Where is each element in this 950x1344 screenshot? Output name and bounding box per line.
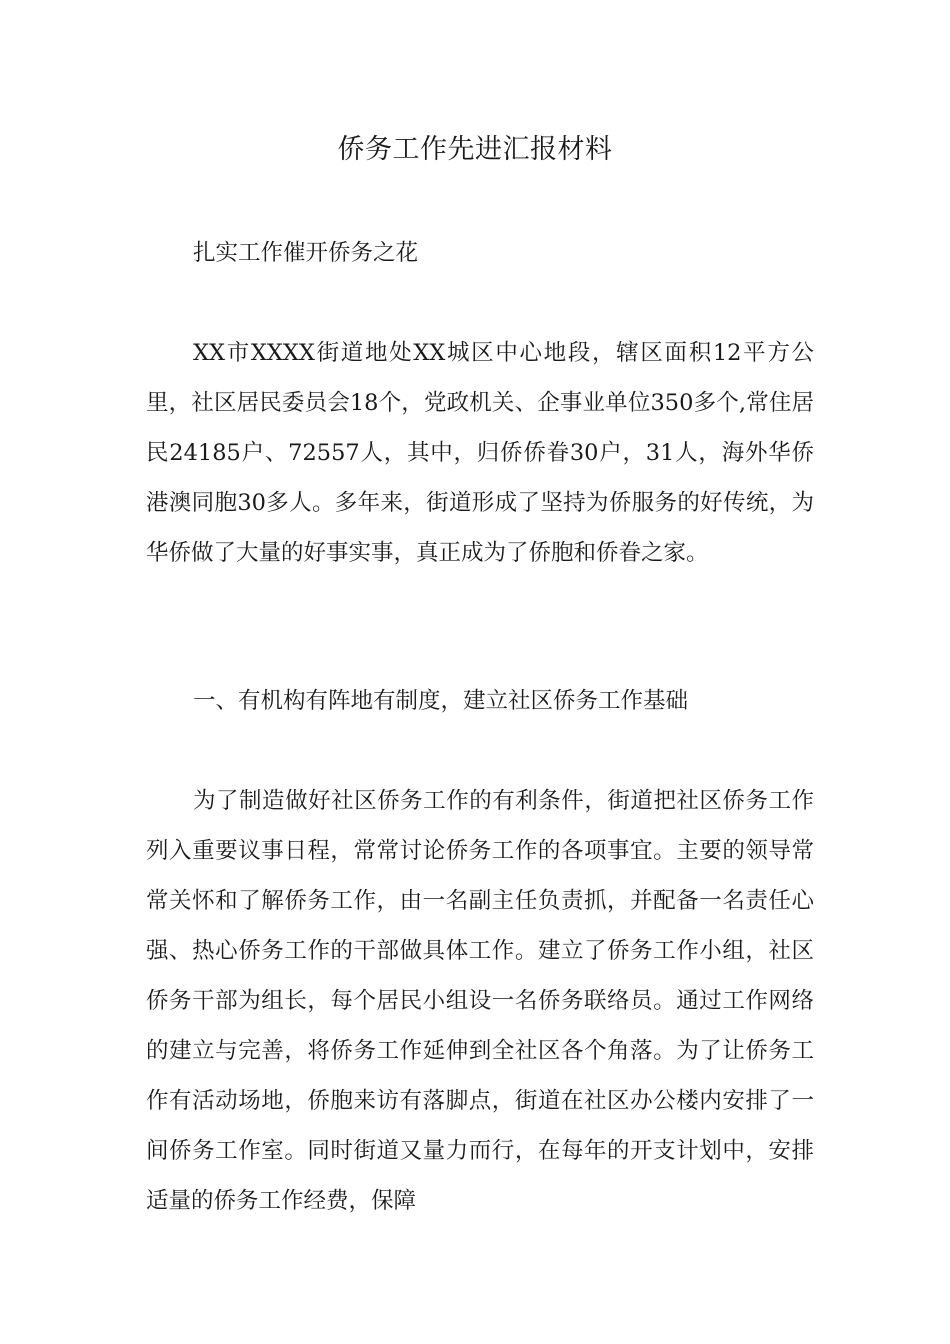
document-subtitle: 扎实工作催开侨务之花: [193, 240, 419, 266]
paragraph: XX市XXXX街道地处XX城区中心地段，辖区面积12平方公里，社区居民委员会18个，党政机关、企事业单位350多个,常住居民24185户、72557人，其中，归侨侨眷30户，31人，海外华侨港澳同胞30多人。多年来，街道形成了坚持为侨服务的好传统，为华侨做了大量的好事实事，真正成为了侨胞和侨眷之家。: [146, 340, 814, 566]
paragraph: 为了制造做好社区侨务工作的有利条件，街道把社区侨务工作列入重要议事日程，常常讨论侨务工作的各项事宜。主要的领导常常关怀和了解侨务工作，由一名副主任负责抓，并配备一名责任心强、热心侨务工作的干部做具体工作。建立了侨务工作小组，社区侨务干部为组长，每个居民小组设一名侨务联络员。通过工作网络的建立与完善，将侨务工作延伸到全社区各个角落。为了让侨务工作有活动场地，侨胞来访有落脚点，街道在社区办公楼内安排了一间侨务工作室。同时街道又量力而行，在每年的开支计划中，安排适量的侨务工作经费，保障: [146, 788, 814, 1214]
document-title: 侨务工作先进汇报材料: [337, 134, 613, 165]
section-heading: 一、有机构有阵地有制度，建立社区侨务工作基础: [193, 688, 689, 714]
